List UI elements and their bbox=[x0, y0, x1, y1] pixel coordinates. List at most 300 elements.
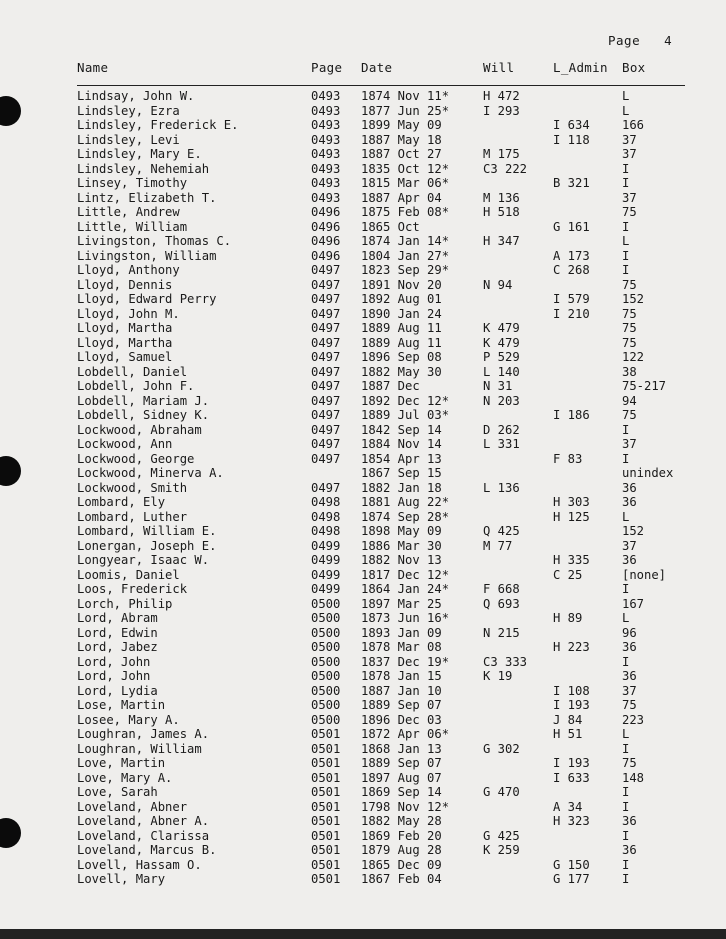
cell-box: I bbox=[622, 422, 630, 437]
table-row bbox=[0, 495, 726, 510]
cell-name: Livingston, Thomas C. bbox=[77, 234, 232, 248]
cell-date: 1897 Aug 07 bbox=[361, 770, 442, 785]
cell-will: H 347 bbox=[483, 234, 520, 248]
cell-name: Lintz, Elizabeth T. bbox=[77, 190, 217, 205]
cell-admin: I 579 bbox=[553, 292, 590, 306]
cell-name: Lloyd, Martha bbox=[77, 335, 173, 350]
cell-page: 0497 bbox=[311, 364, 341, 379]
cell-box: 152 bbox=[622, 524, 645, 538]
cell-box: 37 bbox=[622, 437, 637, 451]
table-row bbox=[0, 118, 726, 133]
cell-date: 1889 Aug 11 bbox=[361, 321, 442, 335]
cell-admin: H 51 bbox=[553, 727, 583, 741]
cell-admin: I 210 bbox=[553, 306, 590, 321]
cell-admin: H 223 bbox=[553, 640, 590, 654]
cell-name: Lobdell, John F. bbox=[77, 379, 195, 393]
cell-box: 75-217 bbox=[622, 379, 667, 393]
cell-name: Little, William bbox=[77, 219, 188, 234]
table-row bbox=[0, 379, 726, 394]
cell-page: 0501 bbox=[311, 814, 341, 828]
cell-page: 0501 bbox=[311, 756, 341, 770]
cell-box: 152 bbox=[622, 292, 645, 306]
cell-admin: I 193 bbox=[553, 698, 590, 712]
cell-page: 0501 bbox=[311, 872, 341, 886]
cell-name: Loveland, Abner bbox=[77, 799, 188, 814]
cell-admin: C 268 bbox=[553, 263, 590, 277]
cell-name: Lindsley, Mary E. bbox=[77, 147, 202, 161]
table-row bbox=[0, 162, 726, 177]
cell-page: 0497 bbox=[311, 277, 341, 292]
cell-page: 0497 bbox=[311, 292, 341, 306]
cell-name: Lockwood, Abraham bbox=[77, 422, 202, 437]
cell-date: 1823 Sep 29* bbox=[361, 263, 450, 277]
cell-page: 0500 bbox=[311, 596, 341, 611]
cell-box: I bbox=[622, 872, 630, 886]
cell-admin: B 321 bbox=[553, 176, 590, 190]
cell-date: 1804 Jan 27* bbox=[361, 248, 450, 263]
table-row bbox=[0, 713, 726, 728]
table-row bbox=[0, 524, 726, 539]
cell-date: 1868 Jan 13 bbox=[361, 741, 442, 756]
cell-date: 1889 Aug 11 bbox=[361, 335, 442, 350]
cell-box: 37 bbox=[622, 190, 637, 205]
cell-date: 1874 Sep 28* bbox=[361, 509, 450, 524]
cell-date: 1815 Mar 06* bbox=[361, 176, 450, 190]
cell-page: 0493 bbox=[311, 118, 341, 132]
cell-will: M 136 bbox=[483, 190, 520, 205]
cell-will: N 215 bbox=[483, 625, 520, 640]
cell-box: 75 bbox=[622, 335, 637, 350]
cell-name: Lord, Jabez bbox=[77, 640, 158, 654]
header-page: Page bbox=[311, 60, 343, 75]
cell-page: 0496 bbox=[311, 248, 341, 263]
cell-box: 36 bbox=[622, 669, 637, 683]
cell-box: [none] bbox=[622, 567, 667, 582]
table-row bbox=[0, 858, 726, 873]
cell-name: Lindsley, Nehemiah bbox=[77, 161, 210, 176]
cell-name: Lord, Edwin bbox=[77, 625, 158, 640]
cell-will: C3 222 bbox=[483, 161, 528, 176]
cell-date: 1892 Aug 01 bbox=[361, 292, 442, 306]
cell-box: 36 bbox=[622, 814, 637, 828]
table-row bbox=[0, 234, 726, 249]
cell-will: N 203 bbox=[483, 393, 520, 408]
cell-page: 0499 bbox=[311, 582, 341, 596]
cell-box: 75 bbox=[622, 408, 637, 422]
cell-name: Lockwood, George bbox=[77, 451, 195, 466]
cell-name: Livingston, William bbox=[77, 248, 217, 263]
cell-admin: A 34 bbox=[553, 799, 583, 814]
table-row bbox=[0, 785, 726, 800]
cell-box: I bbox=[622, 161, 630, 176]
cell-name: Lloyd, Edward Perry bbox=[77, 292, 217, 306]
table-row bbox=[0, 640, 726, 655]
cell-page: 0493 bbox=[311, 147, 341, 161]
cell-admin: G 161 bbox=[553, 219, 590, 234]
table-row bbox=[0, 133, 726, 148]
table-row bbox=[0, 263, 726, 278]
cell-admin: I 108 bbox=[553, 683, 590, 698]
cell-box: 167 bbox=[622, 596, 645, 611]
cell-page: 0493 bbox=[311, 161, 341, 176]
cell-date: 1872 Apr 06* bbox=[361, 727, 450, 741]
cell-box: I bbox=[622, 248, 630, 263]
cell-date: 1842 Sep 14 bbox=[361, 422, 442, 437]
cell-admin: I 193 bbox=[553, 756, 590, 770]
table-row bbox=[0, 582, 726, 597]
cell-box: L bbox=[622, 103, 630, 118]
cell-page: 0497 bbox=[311, 306, 341, 321]
cell-date: 1890 Jan 24 bbox=[361, 306, 442, 321]
cell-box: 75 bbox=[622, 205, 637, 219]
cell-admin: H 125 bbox=[553, 509, 590, 524]
table-row bbox=[0, 191, 726, 206]
cell-date: 1899 May 09 bbox=[361, 118, 442, 132]
header-name: Name bbox=[77, 60, 109, 75]
cell-date: 1882 May 28 bbox=[361, 814, 442, 828]
cell-will: N 31 bbox=[483, 379, 513, 393]
cell-name: Lord, Lydia bbox=[77, 683, 158, 698]
cell-box: I bbox=[622, 176, 630, 190]
cell-box: I bbox=[622, 785, 630, 799]
cell-box: L bbox=[622, 234, 630, 248]
table-row bbox=[0, 829, 726, 844]
cell-box: 96 bbox=[622, 625, 637, 640]
cell-will: L 136 bbox=[483, 480, 520, 495]
cell-name: Love, Sarah bbox=[77, 785, 158, 799]
cell-box: I bbox=[622, 219, 630, 234]
cell-date: 1817 Dec 12* bbox=[361, 567, 450, 582]
cell-date: 1879 Aug 28 bbox=[361, 843, 442, 857]
cell-will: N 94 bbox=[483, 277, 513, 292]
table-row bbox=[0, 800, 726, 815]
table-row bbox=[0, 872, 726, 887]
cell-date: 1889 Sep 07 bbox=[361, 756, 442, 770]
cell-date: 1798 Nov 12* bbox=[361, 799, 450, 814]
cell-box: 37 bbox=[622, 147, 637, 161]
table-row bbox=[0, 466, 726, 481]
cell-name: Lorch, Philip bbox=[77, 596, 173, 611]
cell-name: Losee, Mary A. bbox=[77, 712, 180, 727]
cell-will: M 175 bbox=[483, 147, 520, 161]
cell-page: 0493 bbox=[311, 176, 341, 190]
cell-name: Loughran, William bbox=[77, 741, 202, 756]
cell-date: 1887 Apr 04 bbox=[361, 190, 442, 205]
cell-date: 1878 Jan 15 bbox=[361, 669, 442, 683]
cell-date: 1878 Mar 08 bbox=[361, 640, 442, 654]
cell-name: Lose, Martin bbox=[77, 698, 166, 712]
cell-name: Lobdell, Mariam J. bbox=[77, 393, 210, 408]
cell-page: 0501 bbox=[311, 770, 341, 785]
cell-date: 1875 Feb 08* bbox=[361, 205, 450, 219]
table-row bbox=[0, 394, 726, 409]
table-row bbox=[0, 843, 726, 858]
cell-name: Lloyd, Anthony bbox=[77, 263, 180, 277]
cell-name: Lindsley, Levi bbox=[77, 132, 180, 147]
table-row bbox=[0, 727, 726, 742]
cell-page: 0500 bbox=[311, 654, 341, 669]
cell-name: Love, Martin bbox=[77, 756, 166, 770]
cell-date: 1877 Jun 25* bbox=[361, 103, 450, 118]
table-row bbox=[0, 437, 726, 452]
cell-page: 0497 bbox=[311, 393, 341, 408]
table-row bbox=[0, 321, 726, 336]
cell-box: 36 bbox=[622, 495, 637, 509]
cell-box: L bbox=[622, 509, 630, 524]
cell-name: Lockwood, Smith bbox=[77, 480, 188, 495]
table-row bbox=[0, 104, 726, 119]
cell-name: Lord, John bbox=[77, 669, 151, 683]
cell-admin: H 89 bbox=[553, 611, 583, 625]
cell-page: 0497 bbox=[311, 350, 341, 364]
cell-name: Loos, Frederick bbox=[77, 582, 188, 596]
cell-will: P 529 bbox=[483, 350, 520, 364]
cell-date: 1897 Mar 25 bbox=[361, 596, 442, 611]
cell-page: 0493 bbox=[311, 132, 341, 147]
cell-box: 122 bbox=[622, 350, 645, 364]
cell-page: 0501 bbox=[311, 727, 341, 741]
cell-date: 1882 Nov 13 bbox=[361, 553, 442, 567]
cell-name: Love, Mary A. bbox=[77, 770, 173, 785]
table-row bbox=[0, 510, 726, 525]
scan-edge bbox=[0, 929, 726, 939]
cell-box: 166 bbox=[622, 118, 645, 132]
cell-will: G 302 bbox=[483, 741, 520, 756]
cell-box: unindex bbox=[622, 466, 674, 480]
cell-box: I bbox=[622, 654, 630, 669]
cell-page: 0500 bbox=[311, 683, 341, 698]
cell-page: 0497 bbox=[311, 335, 341, 350]
cell-admin: H 335 bbox=[553, 553, 590, 567]
cell-page: 0501 bbox=[311, 741, 341, 756]
cell-date: 1864 Jan 24* bbox=[361, 582, 450, 596]
cell-will: K 479 bbox=[483, 335, 520, 350]
cell-name: Lonergan, Joseph E. bbox=[77, 538, 217, 553]
cell-will: Q 693 bbox=[483, 596, 520, 611]
table-row bbox=[0, 568, 726, 583]
cell-will: Q 425 bbox=[483, 524, 520, 538]
cell-page: 0497 bbox=[311, 451, 341, 466]
cell-box: I bbox=[622, 263, 630, 277]
table-row bbox=[0, 626, 726, 641]
table-row bbox=[0, 698, 726, 713]
table-row bbox=[0, 350, 726, 365]
cell-admin: J 84 bbox=[553, 712, 583, 727]
cell-will: K 19 bbox=[483, 669, 513, 683]
cell-name: Loveland, Abner A. bbox=[77, 814, 210, 828]
cell-box: 38 bbox=[622, 364, 637, 379]
cell-page: 0499 bbox=[311, 553, 341, 567]
cell-date: 1892 Dec 12* bbox=[361, 393, 450, 408]
cell-page: 0497 bbox=[311, 321, 341, 335]
cell-name: Lobdell, Sidney K. bbox=[77, 408, 210, 422]
table-row bbox=[0, 452, 726, 467]
cell-name: Lombard, Luther bbox=[77, 509, 188, 524]
cell-name: Lindsley, Ezra bbox=[77, 103, 180, 118]
cell-box: I bbox=[622, 828, 630, 843]
cell-date: 1865 Oct bbox=[361, 219, 420, 234]
cell-page: 0501 bbox=[311, 857, 341, 872]
cell-name: Lindsay, John W. bbox=[77, 89, 195, 103]
cell-box: 37 bbox=[622, 538, 637, 553]
cell-date: 1896 Sep 08 bbox=[361, 350, 442, 364]
table-row bbox=[0, 292, 726, 307]
table-row bbox=[0, 249, 726, 264]
cell-name: Lloyd, John M. bbox=[77, 306, 180, 321]
table-row bbox=[0, 756, 726, 771]
cell-page: 0497 bbox=[311, 263, 341, 277]
cell-will: L 331 bbox=[483, 437, 520, 451]
cell-date: 1869 Feb 20 bbox=[361, 828, 442, 843]
cell-name: Lockwood, Ann bbox=[77, 437, 173, 451]
cell-name: Lindsley, Frederick E. bbox=[77, 118, 239, 132]
cell-date: 1887 Dec bbox=[361, 379, 420, 393]
cell-date: 1891 Nov 20 bbox=[361, 277, 442, 292]
table-row bbox=[0, 742, 726, 757]
table-row bbox=[0, 539, 726, 554]
cell-date: 1893 Jan 09 bbox=[361, 625, 442, 640]
table-row bbox=[0, 278, 726, 293]
cell-admin: F 83 bbox=[553, 451, 583, 466]
cell-page: 0501 bbox=[311, 799, 341, 814]
cell-will: C3 333 bbox=[483, 654, 528, 669]
cell-date: 1867 Feb 04 bbox=[361, 872, 442, 886]
cell-box: 75 bbox=[622, 306, 637, 321]
cell-date: 1874 Nov 11* bbox=[361, 89, 450, 103]
cell-will: G 470 bbox=[483, 785, 520, 799]
cell-box: I bbox=[622, 451, 630, 466]
cell-page: 0496 bbox=[311, 205, 341, 219]
cell-date: 1887 May 18 bbox=[361, 132, 442, 147]
table-row bbox=[0, 669, 726, 684]
table-row bbox=[0, 655, 726, 670]
header-box: Box bbox=[622, 60, 646, 75]
cell-will: F 668 bbox=[483, 582, 520, 596]
table-row bbox=[0, 597, 726, 612]
cell-name: Little, Andrew bbox=[77, 205, 180, 219]
cell-will: I 293 bbox=[483, 103, 520, 118]
cell-page: 0500 bbox=[311, 669, 341, 683]
table-row bbox=[0, 147, 726, 162]
index-table bbox=[0, 89, 726, 887]
cell-name: Linsey, Timothy bbox=[77, 176, 188, 190]
cell-will: M 77 bbox=[483, 538, 513, 553]
cell-will: H 518 bbox=[483, 205, 520, 219]
cell-date: 1882 May 30 bbox=[361, 364, 442, 379]
cell-name: Lloyd, Martha bbox=[77, 321, 173, 335]
cell-name: Lockwood, Minerva A. bbox=[77, 466, 224, 480]
cell-will: L 140 bbox=[483, 364, 520, 379]
cell-page: 0493 bbox=[311, 190, 341, 205]
cell-date: 1887 Oct 27 bbox=[361, 147, 442, 161]
cell-admin: I 634 bbox=[553, 118, 590, 132]
cell-page: 0500 bbox=[311, 640, 341, 654]
cell-box: I bbox=[622, 741, 630, 756]
cell-name: Loveland, Clarissa bbox=[77, 828, 210, 843]
cell-date: 1835 Oct 12* bbox=[361, 161, 450, 176]
cell-admin: G 177 bbox=[553, 872, 590, 886]
cell-will: D 262 bbox=[483, 422, 520, 437]
cell-page: 0496 bbox=[311, 219, 341, 234]
cell-box: L bbox=[622, 89, 630, 103]
cell-page: 0500 bbox=[311, 611, 341, 625]
table-row bbox=[0, 771, 726, 786]
cell-page: 0497 bbox=[311, 408, 341, 422]
table-row bbox=[0, 336, 726, 351]
header-rule bbox=[77, 85, 685, 86]
cell-date: 1854 Apr 13 bbox=[361, 451, 442, 466]
cell-box: 75 bbox=[622, 321, 637, 335]
cell-page: 0500 bbox=[311, 712, 341, 727]
cell-page: 0497 bbox=[311, 480, 341, 495]
cell-page: 0497 bbox=[311, 379, 341, 393]
cell-page: 0498 bbox=[311, 509, 341, 524]
cell-page: 0499 bbox=[311, 538, 341, 553]
cell-admin: H 323 bbox=[553, 814, 590, 828]
cell-date: 1898 May 09 bbox=[361, 524, 442, 538]
cell-name: Lovell, Mary bbox=[77, 872, 166, 886]
table-row bbox=[0, 814, 726, 829]
cell-box: 148 bbox=[622, 770, 645, 785]
cell-date: 1874 Jan 14* bbox=[361, 234, 450, 248]
cell-name: Lloyd, Dennis bbox=[77, 277, 173, 292]
table-row bbox=[0, 684, 726, 699]
cell-page: 0499 bbox=[311, 567, 341, 582]
cell-name: Lobdell, Daniel bbox=[77, 364, 188, 379]
cell-date: 1889 Sep 07 bbox=[361, 698, 442, 712]
cell-admin: I 118 bbox=[553, 132, 590, 147]
cell-page: 0498 bbox=[311, 524, 341, 538]
cell-page: 0493 bbox=[311, 103, 341, 118]
header-will: Will bbox=[483, 60, 515, 75]
cell-name: Lloyd, Samuel bbox=[77, 350, 173, 364]
cell-box: 94 bbox=[622, 393, 637, 408]
cell-date: 1865 Dec 09 bbox=[361, 857, 442, 872]
cell-page: 0500 bbox=[311, 625, 341, 640]
cell-will: G 425 bbox=[483, 828, 520, 843]
cell-name: Longyear, Isaac W. bbox=[77, 553, 210, 567]
cell-box: 36 bbox=[622, 640, 637, 654]
cell-box: I bbox=[622, 582, 630, 596]
cell-admin: I 633 bbox=[553, 770, 590, 785]
cell-box: 37 bbox=[622, 683, 637, 698]
table-row bbox=[0, 89, 726, 104]
table-row bbox=[0, 408, 726, 423]
cell-box: L bbox=[622, 611, 630, 625]
cell-box: 37 bbox=[622, 132, 637, 147]
cell-page: 0496 bbox=[311, 234, 341, 248]
cell-name: Loomis, Daniel bbox=[77, 567, 180, 582]
cell-box: 36 bbox=[622, 843, 637, 857]
header-date: Date bbox=[361, 60, 393, 75]
table-row bbox=[0, 553, 726, 568]
cell-name: Lovell, Hassam O. bbox=[77, 857, 202, 872]
cell-page: 0501 bbox=[311, 785, 341, 799]
table-row bbox=[0, 220, 726, 235]
table-row bbox=[0, 423, 726, 438]
page-number: Page 4 bbox=[608, 33, 673, 48]
cell-will: K 259 bbox=[483, 843, 520, 857]
table-row bbox=[0, 205, 726, 220]
cell-box: 36 bbox=[622, 480, 637, 495]
cell-box: I bbox=[622, 799, 630, 814]
cell-will: H 472 bbox=[483, 89, 520, 103]
cell-date: 1837 Dec 19* bbox=[361, 654, 450, 669]
cell-name: Loughran, James A. bbox=[77, 727, 210, 741]
cell-page: 0493 bbox=[311, 89, 341, 103]
cell-name: Lord, John bbox=[77, 654, 151, 669]
table-row bbox=[0, 365, 726, 380]
